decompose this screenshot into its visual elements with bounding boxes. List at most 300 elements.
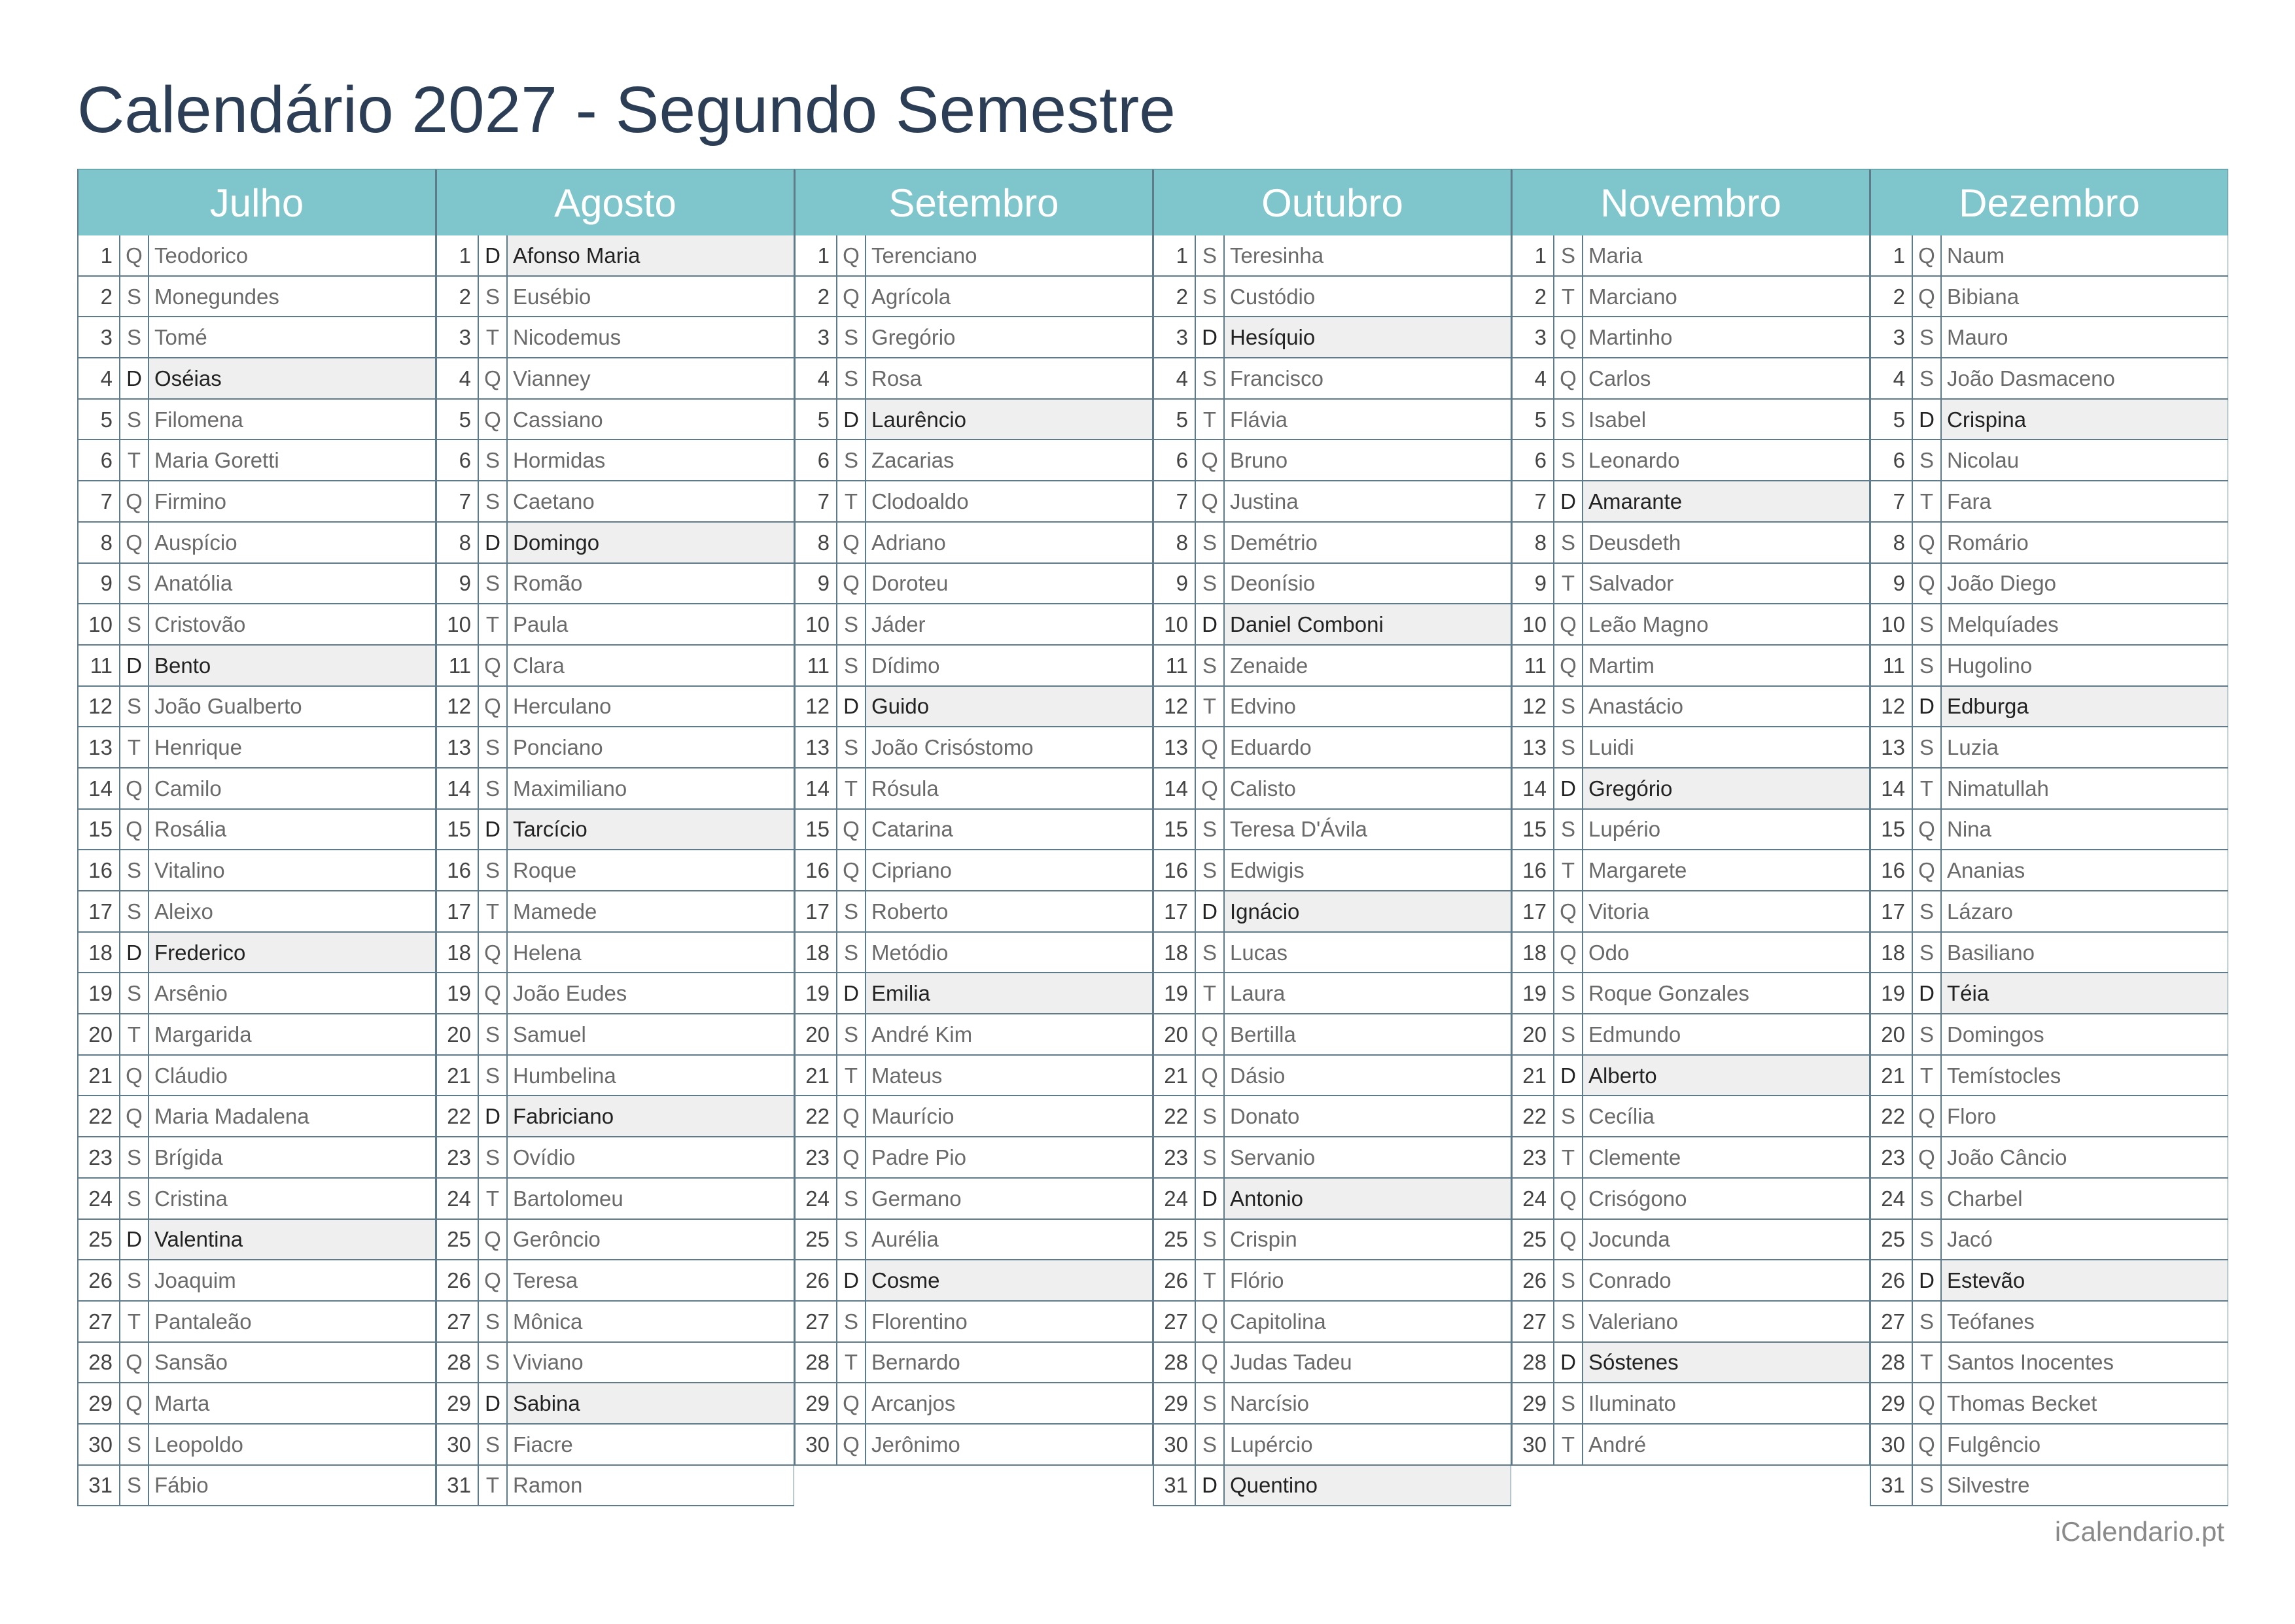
day-row bbox=[77, 1302, 436, 1343]
day-number: 9 bbox=[1154, 564, 1196, 604]
day-row bbox=[77, 850, 436, 891]
saint-name: Edburga bbox=[1942, 687, 2228, 727]
day-number: 9 bbox=[1871, 564, 1913, 604]
day-row bbox=[1870, 727, 2228, 769]
saint-name: Bertilla bbox=[1230, 1022, 1296, 1046]
day-number: 9 bbox=[79, 564, 120, 604]
saint-name: Domingo bbox=[508, 523, 794, 562]
day-row bbox=[1511, 481, 1870, 523]
saint-name: Teresinha bbox=[1230, 243, 1324, 268]
saint-name: Pantaleão bbox=[154, 1309, 252, 1334]
day-number: 4 bbox=[437, 358, 479, 398]
day-number: 16 bbox=[437, 850, 479, 890]
day-number: 27 bbox=[1154, 1302, 1196, 1341]
saint-name: Cipriano bbox=[871, 858, 952, 883]
day-row bbox=[1870, 1383, 2228, 1425]
weekday-letter: S bbox=[1196, 358, 1225, 398]
weekday-letter: D bbox=[1196, 891, 1225, 931]
day-row bbox=[1870, 235, 2228, 277]
day-number: 30 bbox=[1154, 1425, 1196, 1464]
saint-name: Daniel Comboni bbox=[1225, 604, 1511, 644]
day-number: 1 bbox=[1871, 235, 1913, 275]
saint-name: Flávia bbox=[1230, 407, 1288, 432]
day-row bbox=[1511, 933, 1870, 974]
day-number: 16 bbox=[1154, 850, 1196, 890]
day-row bbox=[1870, 1179, 2228, 1220]
day-number: 20 bbox=[1513, 1014, 1554, 1054]
day-number: 20 bbox=[1154, 1014, 1196, 1054]
saint-name: Antonio bbox=[1225, 1179, 1511, 1218]
day-row bbox=[1153, 850, 1511, 891]
day-number: 16 bbox=[796, 850, 837, 890]
day-number: 13 bbox=[1513, 727, 1554, 767]
day-number: 19 bbox=[437, 973, 479, 1013]
day-number: 30 bbox=[79, 1425, 120, 1464]
weekday-letter: T bbox=[1913, 769, 1942, 808]
saint-name: Lázaro bbox=[1947, 899, 2013, 924]
day-row bbox=[794, 523, 1153, 564]
weekday-letter: D bbox=[1913, 1260, 1942, 1300]
day-row bbox=[794, 1343, 1153, 1384]
saint-name: Bernardo bbox=[871, 1350, 960, 1375]
saint-name: Cosme bbox=[866, 1260, 1152, 1300]
day-number: 28 bbox=[437, 1343, 479, 1383]
saint-name: Rosália bbox=[154, 817, 227, 842]
saint-name: Martinho bbox=[1588, 325, 1673, 350]
weekday-letter: Q bbox=[479, 687, 508, 727]
day-list bbox=[794, 235, 1153, 1466]
saint-name: Catarina bbox=[871, 817, 953, 842]
day-row bbox=[1511, 1302, 1870, 1343]
saint-name: Teodorico bbox=[154, 243, 249, 268]
day-number: 27 bbox=[1513, 1302, 1554, 1341]
day-row bbox=[1870, 810, 2228, 851]
weekday-letter: S bbox=[1913, 317, 1942, 357]
day-row bbox=[77, 1179, 436, 1220]
day-number: 28 bbox=[1513, 1343, 1554, 1383]
saint-name: Joaquim bbox=[154, 1268, 236, 1293]
day-number: 20 bbox=[1871, 1014, 1913, 1054]
weekday-letter: D bbox=[1913, 400, 1942, 440]
saint-name: Santos Inocentes bbox=[1947, 1350, 2114, 1375]
day-row bbox=[1153, 1056, 1511, 1097]
day-number: 9 bbox=[796, 564, 837, 604]
day-row bbox=[77, 523, 436, 564]
weekday-letter: S bbox=[1196, 1425, 1225, 1464]
day-number: 23 bbox=[437, 1137, 479, 1177]
day-number: 14 bbox=[79, 769, 120, 808]
saint-name: Afonso Maria bbox=[508, 235, 794, 275]
day-row bbox=[794, 1137, 1153, 1179]
saint-name: Valentina bbox=[149, 1220, 435, 1260]
day-row bbox=[77, 933, 436, 974]
saint-name: Eduardo bbox=[1230, 735, 1312, 760]
saint-name: Aurélia bbox=[871, 1227, 939, 1252]
day-row bbox=[794, 810, 1153, 851]
saint-name: Jocunda bbox=[1588, 1227, 1670, 1252]
saint-name: Arsênio bbox=[154, 981, 228, 1006]
saint-name: Romário bbox=[1947, 530, 2029, 555]
weekday-letter: S bbox=[837, 440, 866, 480]
day-row bbox=[1511, 1179, 1870, 1220]
saint-name: Floro bbox=[1947, 1104, 1997, 1129]
day-row bbox=[1870, 358, 2228, 400]
day-number: 19 bbox=[79, 973, 120, 1013]
saint-name: Henrique bbox=[154, 735, 242, 760]
saint-name: Mateus bbox=[871, 1063, 943, 1088]
day-number: 21 bbox=[437, 1056, 479, 1096]
day-number: 17 bbox=[1154, 891, 1196, 931]
day-row bbox=[77, 440, 436, 481]
day-row bbox=[1870, 440, 2228, 481]
saint-name: Firmino bbox=[154, 489, 227, 513]
saint-name: Humbelina bbox=[513, 1063, 616, 1088]
day-row bbox=[436, 891, 794, 933]
saint-name: Hormidas bbox=[513, 448, 606, 473]
day-row bbox=[794, 646, 1153, 687]
day-row bbox=[1511, 1425, 1870, 1466]
day-number: 18 bbox=[1154, 933, 1196, 973]
weekday-letter: S bbox=[1913, 440, 1942, 480]
weekday-letter: D bbox=[1196, 1179, 1225, 1218]
weekday-letter: Q bbox=[120, 523, 149, 562]
weekday-letter: Q bbox=[1196, 769, 1225, 808]
day-row bbox=[436, 604, 794, 646]
weekday-letter: Q bbox=[837, 1425, 866, 1464]
weekday-letter: S bbox=[837, 317, 866, 357]
saint-name: Téia bbox=[1942, 973, 2228, 1013]
day-list bbox=[1511, 235, 1870, 1466]
saint-name: Quentino bbox=[1225, 1466, 1511, 1506]
weekday-letter: S bbox=[1196, 235, 1225, 275]
saint-name: Margarida bbox=[154, 1022, 252, 1046]
saint-name: Tarcício bbox=[508, 810, 794, 850]
day-number: 24 bbox=[1871, 1179, 1913, 1218]
saint-name: Sabina bbox=[508, 1383, 794, 1423]
day-row bbox=[77, 481, 436, 523]
day-row bbox=[77, 810, 436, 851]
day-number: 14 bbox=[796, 769, 837, 808]
day-number: 5 bbox=[1154, 400, 1196, 440]
day-row bbox=[436, 564, 794, 605]
day-number: 20 bbox=[796, 1014, 837, 1054]
saint-name: Mamede bbox=[513, 899, 597, 924]
weekday-letter: T bbox=[1196, 973, 1225, 1013]
saint-name: Ovídio bbox=[513, 1145, 576, 1169]
day-number: 27 bbox=[796, 1302, 837, 1341]
day-number: 25 bbox=[1871, 1220, 1913, 1260]
day-number: 8 bbox=[437, 523, 479, 562]
day-number: 11 bbox=[796, 646, 837, 685]
saint-name: João Diego bbox=[1947, 571, 2056, 596]
day-number: 1 bbox=[79, 235, 120, 275]
weekday-letter: S bbox=[1554, 440, 1583, 480]
weekday-letter: D bbox=[1554, 481, 1583, 521]
saint-name: Herculano bbox=[513, 694, 612, 719]
saint-name: Dásio bbox=[1230, 1063, 1286, 1088]
saint-name: Sansão bbox=[154, 1350, 228, 1375]
day-row bbox=[794, 400, 1153, 441]
day-number: 24 bbox=[796, 1179, 837, 1218]
day-number: 23 bbox=[1513, 1137, 1554, 1177]
day-number: 3 bbox=[1871, 317, 1913, 357]
day-number: 23 bbox=[79, 1137, 120, 1177]
day-number: 14 bbox=[1871, 769, 1913, 808]
saint-name: Vitoria bbox=[1588, 899, 1649, 924]
day-row bbox=[1870, 973, 2228, 1014]
month-header: Novembro bbox=[1511, 169, 1870, 235]
day-row bbox=[77, 769, 436, 810]
day-row bbox=[436, 973, 794, 1014]
day-row bbox=[1153, 1383, 1511, 1425]
day-number: 3 bbox=[79, 317, 120, 357]
weekday-letter: Q bbox=[1913, 523, 1942, 562]
day-row bbox=[794, 440, 1153, 481]
weekday-letter: Q bbox=[1554, 358, 1583, 398]
weekday-letter: D bbox=[120, 933, 149, 973]
day-number: 11 bbox=[1871, 646, 1913, 685]
saint-name: Domingos bbox=[1947, 1022, 2044, 1046]
day-row bbox=[1153, 646, 1511, 687]
weekday-letter: D bbox=[479, 235, 508, 275]
saint-name: Fabriciano bbox=[508, 1096, 794, 1136]
weekday-letter: S bbox=[120, 1137, 149, 1177]
weekday-letter: T bbox=[837, 1343, 866, 1383]
day-row bbox=[1153, 973, 1511, 1014]
day-number: 20 bbox=[437, 1014, 479, 1054]
saint-name: Deonísio bbox=[1230, 571, 1316, 596]
saint-name: Capitolina bbox=[1230, 1309, 1326, 1334]
day-number: 9 bbox=[1513, 564, 1554, 604]
day-row bbox=[794, 564, 1153, 605]
weekday-letter: T bbox=[479, 317, 508, 357]
day-row bbox=[436, 1137, 794, 1179]
weekday-letter: S bbox=[1554, 235, 1583, 275]
weekday-letter: S bbox=[120, 564, 149, 604]
weekday-letter: D bbox=[1913, 687, 1942, 727]
saint-name: Salvador bbox=[1588, 571, 1674, 596]
day-row bbox=[436, 235, 794, 277]
day-list bbox=[1153, 235, 1511, 1506]
weekday-letter: Q bbox=[479, 646, 508, 685]
weekday-letter: D bbox=[479, 810, 508, 850]
weekday-letter: Q bbox=[1554, 317, 1583, 357]
day-number: 11 bbox=[437, 646, 479, 685]
weekday-letter: Q bbox=[479, 358, 508, 398]
day-number: 28 bbox=[79, 1343, 120, 1383]
weekday-letter: T bbox=[1554, 564, 1583, 604]
day-row bbox=[1870, 1056, 2228, 1097]
weekday-letter: S bbox=[1554, 1014, 1583, 1054]
saint-name: Flório bbox=[1230, 1268, 1284, 1293]
weekday-letter: D bbox=[1554, 769, 1583, 808]
weekday-letter: T bbox=[1554, 277, 1583, 317]
day-number: 14 bbox=[1154, 769, 1196, 808]
day-number: 15 bbox=[796, 810, 837, 850]
day-row bbox=[1153, 358, 1511, 400]
weekday-letter: S bbox=[1554, 810, 1583, 850]
saint-name: Jáder bbox=[871, 612, 926, 637]
saint-name: Helena bbox=[513, 940, 582, 965]
weekday-letter: Q bbox=[120, 769, 149, 808]
day-row bbox=[1511, 1056, 1870, 1097]
weekday-letter: S bbox=[837, 604, 866, 644]
saint-name: Rosa bbox=[871, 366, 922, 390]
day-row bbox=[1153, 1137, 1511, 1179]
day-row bbox=[1511, 1137, 1870, 1179]
saint-name: Viviano bbox=[513, 1350, 584, 1375]
day-number: 5 bbox=[437, 400, 479, 440]
day-row bbox=[1870, 1220, 2228, 1261]
saint-name: Judas Tadeu bbox=[1230, 1350, 1352, 1375]
day-row bbox=[436, 277, 794, 318]
saint-name: Edmundo bbox=[1588, 1022, 1681, 1046]
weekday-letter: Q bbox=[837, 1383, 866, 1423]
day-number: 5 bbox=[796, 400, 837, 440]
day-row bbox=[436, 400, 794, 441]
weekday-letter: Q bbox=[837, 564, 866, 604]
saint-name: Marta bbox=[154, 1391, 210, 1416]
day-number: 6 bbox=[1871, 440, 1913, 480]
day-row bbox=[1153, 317, 1511, 358]
saint-name: Naum bbox=[1947, 243, 2005, 268]
saint-name: Vitalino bbox=[154, 858, 225, 883]
day-number: 7 bbox=[1513, 481, 1554, 521]
weekday-letter: S bbox=[1196, 933, 1225, 973]
day-row bbox=[77, 277, 436, 318]
day-number: 5 bbox=[1871, 400, 1913, 440]
saint-name: Ponciano bbox=[513, 735, 603, 760]
weekday-letter: T bbox=[120, 1014, 149, 1054]
day-number: 16 bbox=[1513, 850, 1554, 890]
weekday-letter: S bbox=[837, 727, 866, 767]
day-row bbox=[1870, 1466, 2228, 1507]
weekday-letter: T bbox=[837, 481, 866, 521]
day-row bbox=[1870, 891, 2228, 933]
weekday-letter: S bbox=[1196, 1220, 1225, 1260]
weekday-letter: D bbox=[1196, 317, 1225, 357]
weekday-letter: S bbox=[120, 1425, 149, 1464]
day-number: 26 bbox=[1513, 1260, 1554, 1300]
weekday-letter: S bbox=[479, 564, 508, 604]
saint-name: Adriano bbox=[871, 530, 946, 555]
saint-name: Zacarias bbox=[871, 448, 955, 473]
day-number: 12 bbox=[79, 687, 120, 727]
saint-name: Luidi bbox=[1588, 735, 1634, 760]
saint-name: Nicolau bbox=[1947, 448, 2020, 473]
day-number: 7 bbox=[437, 481, 479, 521]
day-number: 21 bbox=[1154, 1056, 1196, 1096]
day-number: 18 bbox=[79, 933, 120, 973]
saint-name: Maria Madalena bbox=[154, 1104, 309, 1129]
day-row bbox=[436, 687, 794, 728]
day-row bbox=[1153, 1260, 1511, 1302]
day-row bbox=[794, 1383, 1153, 1425]
day-number: 17 bbox=[437, 891, 479, 931]
day-row bbox=[1870, 1260, 2228, 1302]
saint-name: Dídimo bbox=[871, 653, 940, 678]
weekday-letter: T bbox=[479, 1179, 508, 1218]
weekday-letter: S bbox=[479, 727, 508, 767]
day-row bbox=[1870, 317, 2228, 358]
day-row bbox=[77, 564, 436, 605]
weekday-letter: S bbox=[120, 400, 149, 440]
day-number: 15 bbox=[1871, 810, 1913, 850]
weekday-letter: S bbox=[1554, 523, 1583, 562]
day-row bbox=[436, 1096, 794, 1137]
weekday-letter: D bbox=[1913, 973, 1942, 1013]
day-row bbox=[1153, 727, 1511, 769]
day-number: 12 bbox=[437, 687, 479, 727]
day-row bbox=[1153, 1343, 1511, 1384]
day-number: 26 bbox=[1871, 1260, 1913, 1300]
day-row bbox=[1153, 523, 1511, 564]
weekday-letter: Q bbox=[1196, 1343, 1225, 1383]
day-row bbox=[1153, 933, 1511, 974]
day-row bbox=[794, 358, 1153, 400]
saint-name: Conrado bbox=[1588, 1268, 1672, 1293]
weekday-letter: S bbox=[1913, 604, 1942, 644]
day-number: 16 bbox=[1871, 850, 1913, 890]
weekday-letter: Q bbox=[1554, 604, 1583, 644]
weekday-letter: S bbox=[120, 1466, 149, 1506]
month-header: Agosto bbox=[436, 169, 794, 235]
saint-name: Martim bbox=[1588, 653, 1655, 678]
saint-name: Rósula bbox=[871, 776, 939, 801]
weekday-letter: T bbox=[1913, 1056, 1942, 1096]
day-row bbox=[794, 769, 1153, 810]
day-number: 14 bbox=[437, 769, 479, 808]
day-row bbox=[1511, 564, 1870, 605]
day-row bbox=[1870, 604, 2228, 646]
saint-name: João Câncio bbox=[1947, 1145, 2067, 1169]
saint-name: Thomas Becket bbox=[1947, 1391, 2097, 1416]
day-number: 10 bbox=[79, 604, 120, 644]
weekday-letter: Q bbox=[120, 235, 149, 275]
saint-name: Isabel bbox=[1588, 407, 1647, 432]
day-number: 31 bbox=[1871, 1466, 1913, 1506]
saint-name: Eusébio bbox=[513, 284, 591, 309]
day-row bbox=[1870, 400, 2228, 441]
day-row bbox=[1153, 564, 1511, 605]
day-row bbox=[1511, 277, 1870, 318]
weekday-letter: Q bbox=[1913, 277, 1942, 317]
saint-name: Alberto bbox=[1583, 1056, 1869, 1096]
weekday-letter: Q bbox=[479, 1220, 508, 1260]
saint-name: Ignácio bbox=[1225, 891, 1511, 931]
day-row bbox=[1511, 1383, 1870, 1425]
weekday-letter: T bbox=[837, 769, 866, 808]
day-number: 20 bbox=[79, 1014, 120, 1054]
weekday-letter: S bbox=[120, 277, 149, 317]
saint-name: Florentino bbox=[871, 1309, 968, 1334]
weekday-letter: S bbox=[1196, 564, 1225, 604]
saint-name: Charbel bbox=[1947, 1186, 2023, 1211]
weekday-letter: Q bbox=[479, 973, 508, 1013]
saint-name: Bento bbox=[149, 646, 435, 685]
weekday-letter: D bbox=[837, 973, 866, 1013]
day-number: 19 bbox=[1871, 973, 1913, 1013]
weekday-letter: Q bbox=[120, 1383, 149, 1423]
day-number: 26 bbox=[796, 1260, 837, 1300]
weekday-letter: Q bbox=[479, 933, 508, 973]
saint-name: Nina bbox=[1947, 817, 1991, 842]
saint-name: Vianney bbox=[513, 366, 591, 390]
day-number: 25 bbox=[796, 1220, 837, 1260]
day-number: 23 bbox=[1154, 1137, 1196, 1177]
weekday-letter: Q bbox=[120, 1096, 149, 1136]
weekday-letter: S bbox=[1554, 1096, 1583, 1136]
